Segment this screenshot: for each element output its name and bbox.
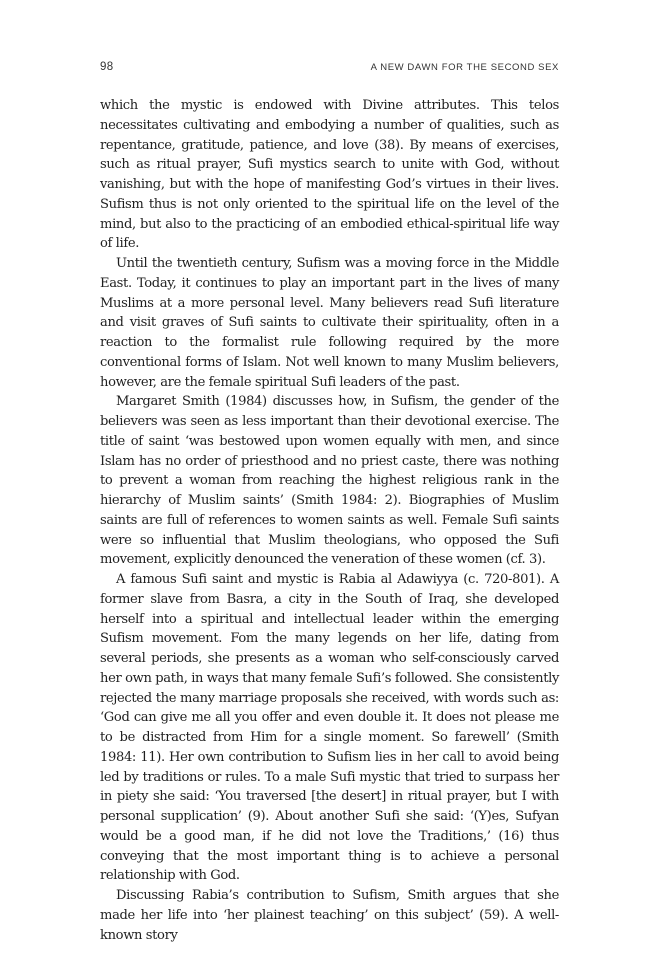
book-page	[100, 0, 559, 975]
running-title: A NEW DAWN FOR THE SECOND SEX	[370, 62, 559, 73]
page-number: 98	[100, 61, 114, 73]
running-head	[100, 61, 559, 75]
paragraph-sufism-history: Until the twentieth century, Sufism was a moving force in the Middle East. Today, it continues to play an important part in the lives of many Muslims at a more personal level. Many believers read Sufi literature and visit graves of Sufi saints to cultivate their spirituality, often in a reaction to the formalist rule following required by the more conventional forms of Islam. Not well known to many Muslim believers, however, are the female spiritual Sufi leaders of the past.	[100, 256, 559, 390]
paragraph-rabia-al-adawiyya: A famous Sufi saint and mystic is Rabia al Adawiyya (c. 720-801). A former slave from Basra, a city in the South of Iraq, she developed herself into a spiritual and intellectual leader within the emerging Sufism movement. Fom the many legends on her life, dating from several periods, she presents as a woman who self-consciously carved her own path, in ways that many female Sufi’s followed. She consistently rejected the many marriage proposals she received, with words such as: ‘God can give me all you offer and even double it. It does not please me to be distracted from Him for a single moment. So farewell’ (Smith 1984: 11). Her own contribution to Sufism lies in her call to avoid being led by traditions or rules. To a male Sufi mystic that tried to surpass her in piety she said: ‘You traversed [the desert] in ritual prayer, but I with personal supplication’ (9). About another Sufi she said: ‘(Y)es, Sufyan would be a good man, if he did not love the Traditions,’ (16) thus conveying that the most important thing is to achieve a personal relationship with God.	[100, 572, 559, 884]
body-text	[100, 96, 559, 945]
paragraph-rabia-contribution: Discussing Rabia’s contribution to Sufism, Smith argues that she made her life into ‘her plainest teaching’ on this subject’ (59). A well-known story	[100, 888, 559, 943]
paragraph-margaret-smith: Margaret Smith (1984) discusses how, in Sufism, the gender of the believers was seen as less important than their devotional exercise. The title of saint ‘was bestowed upon women equally with men, and since Islam has no order of priesthood and no priest caste, there was nothing to prevent a woman from reaching the highest religious rank in the hierarchy of Muslim saints’ (Smith 1984: 2). Biographies of Muslim saints are full of references to women saints as well. Female Sufi saints were so influential that Muslim theologians, who opposed the Sufi movement, explicitly denounced the veneration of these women (cf. 3).	[100, 394, 559, 568]
paragraph-continued: which the mystic is endowed with Divine attributes. This telos necessitates cultivating and embodying a number of qualities, such as repentance, gratitude, patience, and love (38). By means of exercises, such as ritual prayer, Sufi mystics search to unite with God, without vanishing, but with the hope of manifesting God’s virtues in their lives. Sufism thus is not only oriented to the spiritual life on the level of the mind, but also to the practicing of an embodied ethical-spiritual life way of life.	[100, 98, 559, 252]
